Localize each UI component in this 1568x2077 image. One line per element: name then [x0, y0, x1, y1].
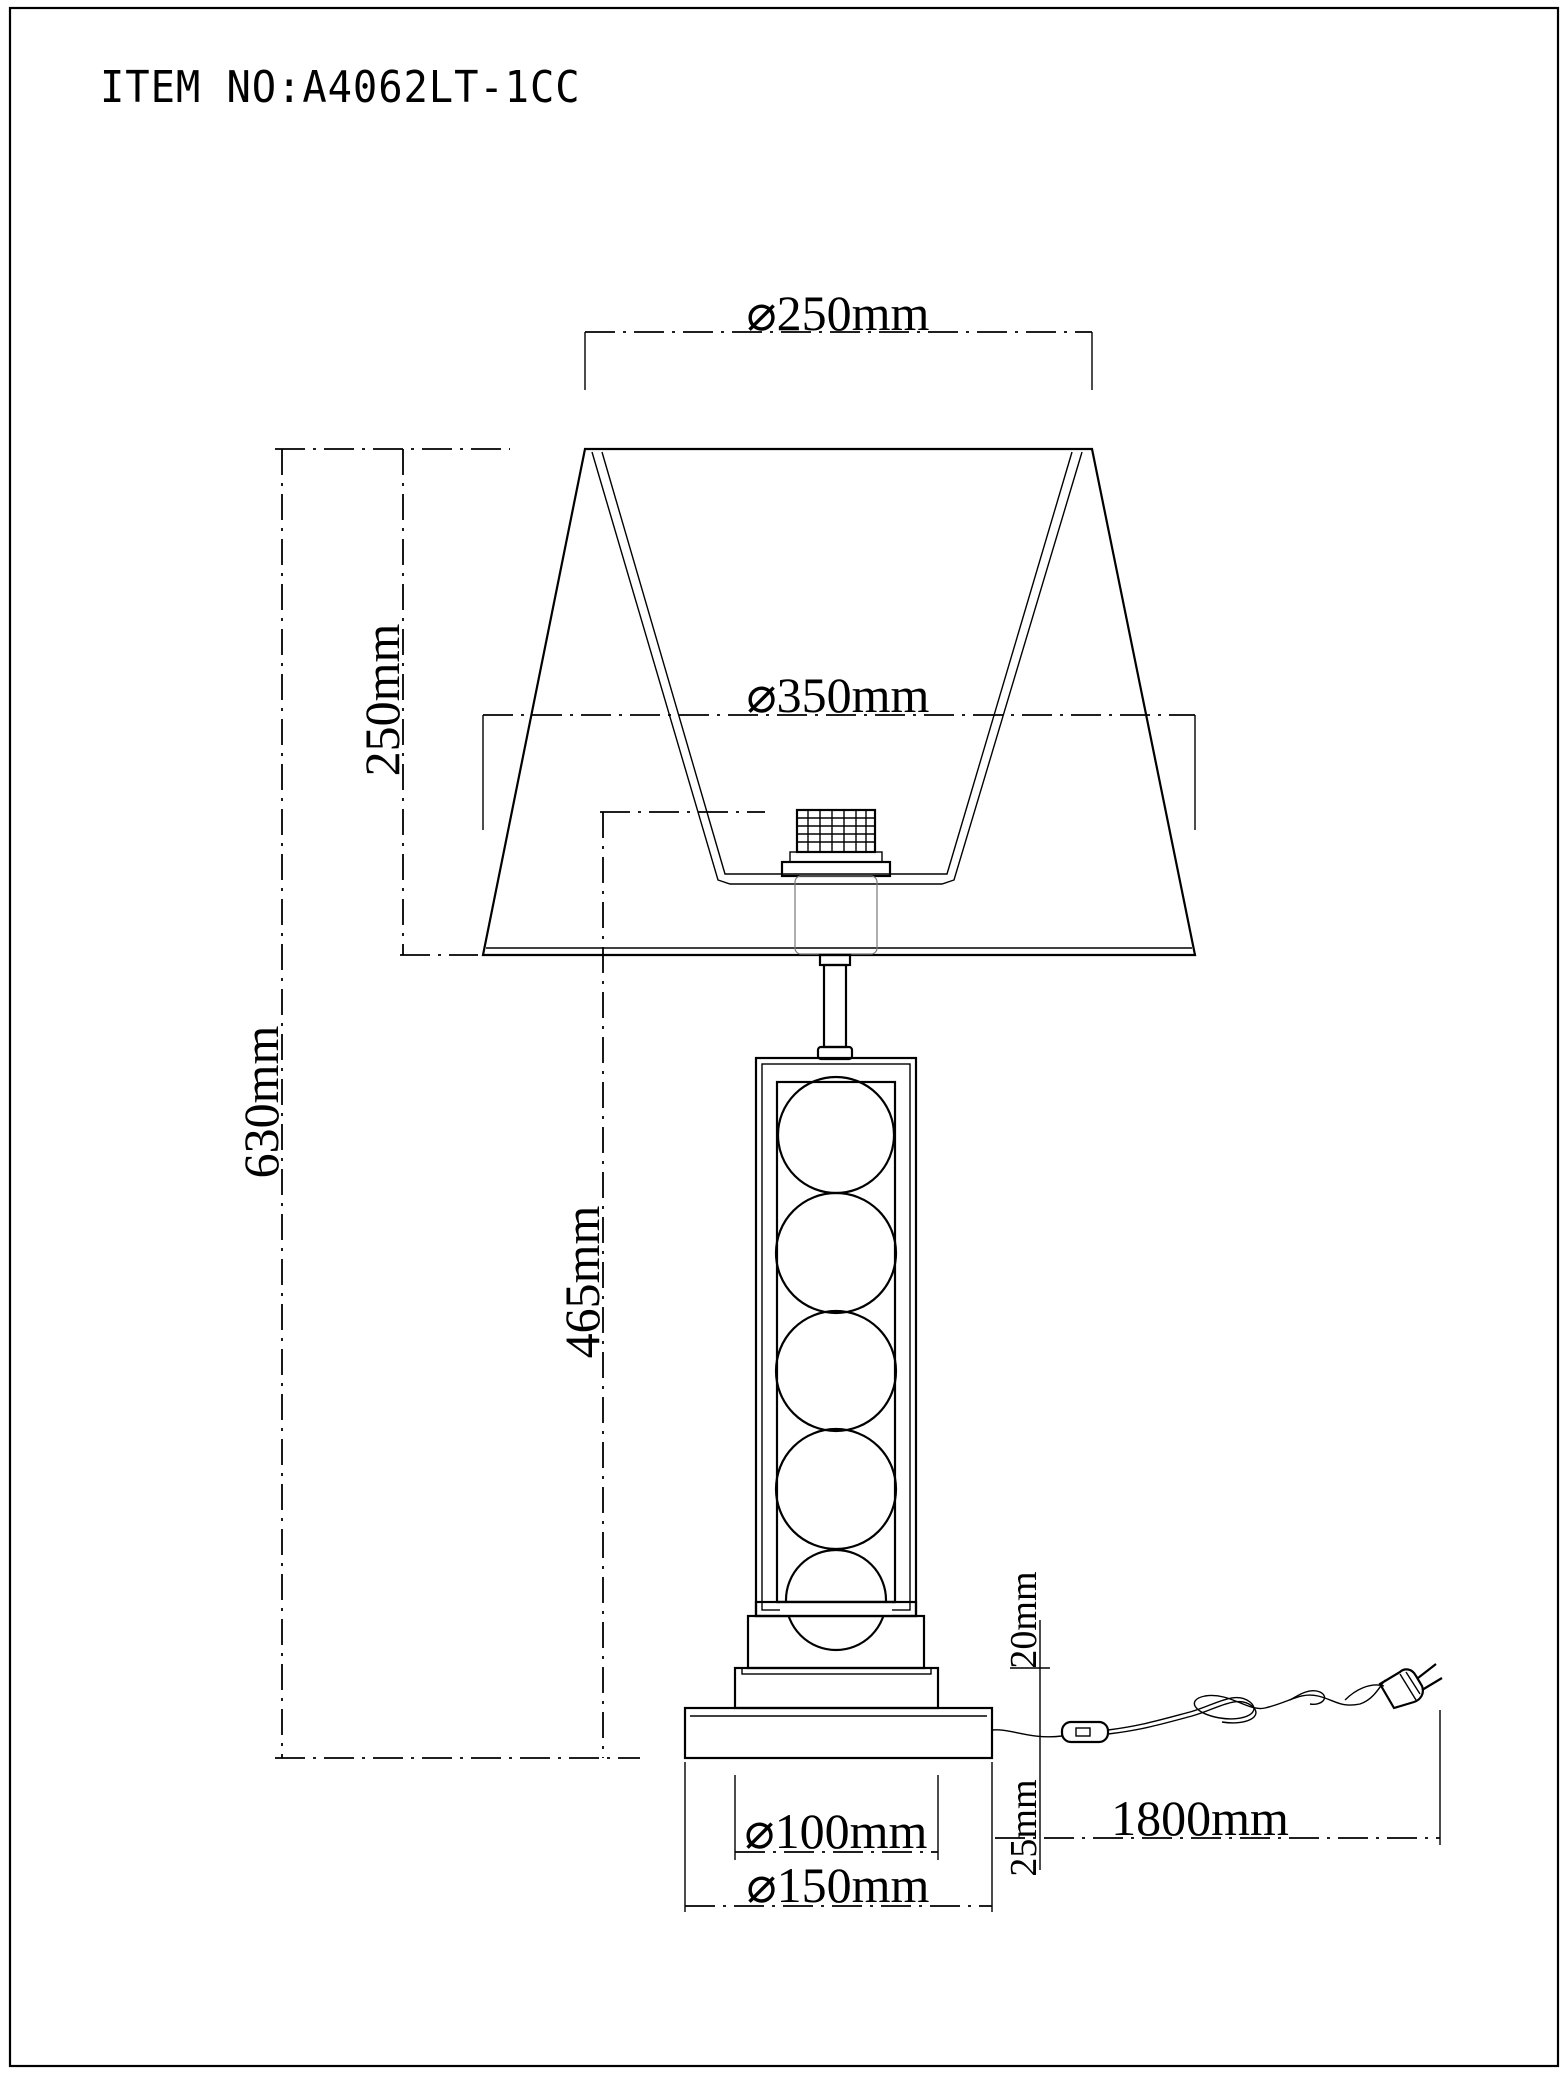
lamp-socket: [782, 810, 890, 954]
dim-shade-bottom-diameter: [483, 667, 1195, 830]
lamp-plinth: [685, 1708, 992, 1758]
power-cable: [992, 1680, 1385, 1742]
dim-text-pedestal-height: 20mm: [1003, 1571, 1045, 1669]
sphere-2: [776, 1193, 896, 1313]
dim-text-base-height: 465mm: [554, 1205, 610, 1359]
lamp-neck: [818, 955, 852, 1059]
sphere-4: [776, 1429, 896, 1549]
dim-pedestal-diameter: [735, 1775, 938, 1860]
dim-pedestal-height: [1003, 1571, 1050, 1758]
dim-text-shade-height: 250mm: [354, 623, 410, 777]
lamp-body: [756, 1058, 916, 1650]
dim-text-total-height: 630mm: [233, 1025, 289, 1179]
dim-shade-height: [354, 449, 410, 955]
dim-shade-top-diameter: [585, 285, 1092, 390]
dim-text-pedestal-diameter: ⌀100mm: [744, 1803, 928, 1859]
dim-total-height: [233, 449, 289, 1758]
dim-text-plinth-height: 25mm: [1003, 1779, 1045, 1877]
inline-switch: [1062, 1722, 1108, 1742]
lamp-pedestal: [735, 1616, 938, 1708]
sphere-3: [776, 1311, 896, 1431]
dim-text-shade-bottom: ⌀350mm: [746, 667, 930, 723]
dim-text-shade-top: ⌀250mm: [746, 285, 930, 341]
dim-plinth-height: [1003, 1758, 1045, 1877]
sphere-5: [786, 1550, 886, 1650]
dim-text-cable-length: 1800mm: [1111, 1790, 1289, 1846]
item-number-title: ITEM NO:A4062LT-1CC: [100, 62, 581, 113]
sphere-1: [778, 1077, 894, 1193]
dim-text-plinth-diameter: ⌀150mm: [746, 1857, 930, 1913]
power-plug: [1380, 1664, 1442, 1708]
